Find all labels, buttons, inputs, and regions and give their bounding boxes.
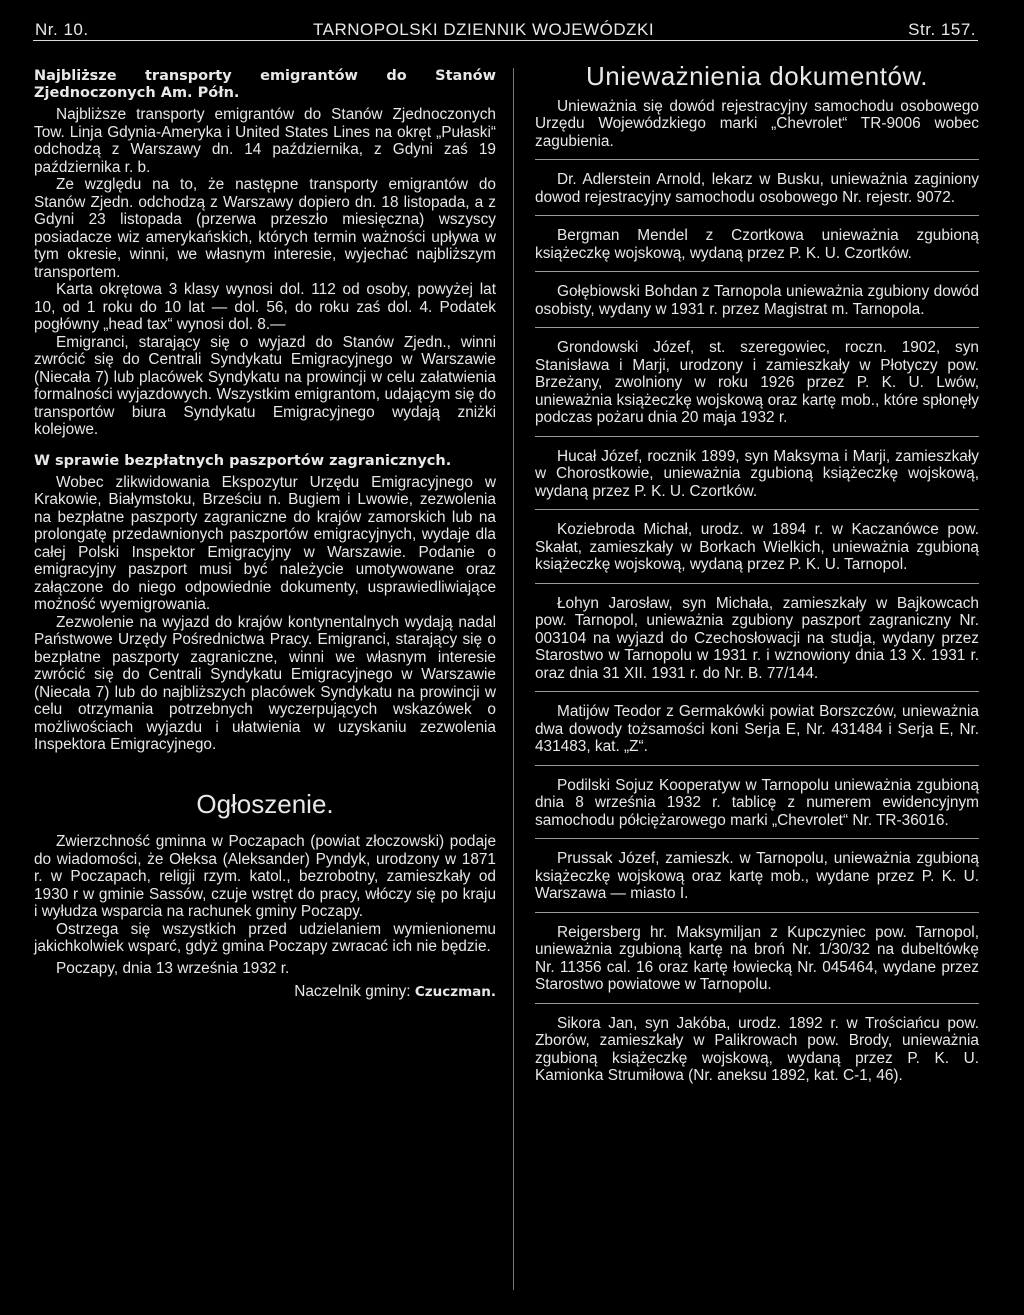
entry-separator <box>535 912 979 913</box>
annulment-entry: Prussak Józef, zamieszk. w Tarnopolu, unieważnia zgubioną książeczkę wojskową oraz kartę mob., wydane przez P. K. U. Warszawa — miasto I. <box>535 850 979 902</box>
paragraph: Najbliższe transporty emigrantów do Stanów Zjednoczonych Tow. Linja Gdynia-Ameryka i United States Lines na okręt „Pułaski“ odchodzą z Warszawy dn. 14 października, z Gdyni zaś 19 października r. b. <box>34 106 496 176</box>
page-header <box>33 18 978 41</box>
annulment-entry: Gołębiowski Bohdan z Tarnopola unieważnia zgubiony dowód osobisty, wydany w 1931 r. przez Magistrat m. Tarnopola. <box>535 283 979 318</box>
paragraph: Zezwolenie na wyjazd do krajów kontynentalnych wydają nadal Państwowe Urzędy Pośrednictwa Pracy. Emigranci, starający się o bezpłatne paszporty zagraniczne, winni we własnym interesie zwrócić się do Centrali Syndykatu Emigracyjnego w Warszawie (Niecała 7) lub do najbliższych placówek Syndykatu na prowincji w celu otrzymania potrzebnych wyczerpujących wskazówek o możliwościach wyjazdu i ułatwienia w uzyskaniu zezwolenia Inspektora Emigracyjnego. <box>34 613 496 753</box>
paragraph: Emigranci, starający się o wyjazd do Stanów Zjedn., winni zwrócić się do Centrali Syndykatu Emigracyjnego w Warszawie (Niecała 7) lub placówek Syndykatu na prowincji w celu załatwienia formalności wyjazdowych. Wszystkim emigrantom, udającym się do transportów biura Syndykatu Emigracyjnego wydają zniżki kolejowe. <box>34 333 496 438</box>
right-column <box>535 61 979 1085</box>
entry-separator <box>535 271 979 272</box>
entry-separator <box>535 509 979 510</box>
announcement <box>34 788 496 1002</box>
signature-label: Naczelnik gminy: <box>294 983 411 1000</box>
paragraph: Zwierzchność gminna w Poczapach (powiat złoczowski) podaje do wiadomości, że Ołeksa (Aleksander) Pyndyk, urodzony w 1871 r. w Poczapach, religji rzym. katol., bezrobotny, zamieszkały od 1930 r w gminie Sassów, czuje wstręt do pracy, włóczy się po kraju i wyłudza wsparcia na rachunek gminy Poczapy. <box>34 833 496 920</box>
article-heading: Najbliższe transporty emigrantów do Stanów Zjednoczonych Am. Półn. <box>34 68 496 101</box>
article-heading: W sprawie bezpłatnych paszportów zagranicznych. <box>34 452 452 469</box>
annulment-entry: Grondowski Józef, st. szeregowiec, roczn. 1902, syn Stanisława i Marji, urodzony i zamieszkały w Płotyczy pow. Brzeżany, zwolniony w roku 1926 przez P. K. U. Lwów, unieważnia książeczkę wojskową oraz kartę mob., które spłonęły podczas pożaru dnia 20 maja 1932 r. <box>535 339 979 426</box>
entry-separator <box>535 159 979 160</box>
announcement-signature <box>34 983 496 1002</box>
entry-separator <box>535 838 979 839</box>
annulment-entry: Sikora Jan, syn Jakóba, urodz. 1892 r. w Trościańcu pow. Zborów, zamieszkały w Palikrowach pow. Brody, unieważnia zgubioną książeczkę wojskową, wydaną przez P. K. U. Kamionka Strumiłowa (Nr. aneksu 1892, kat. C-1, 46). <box>535 1014 979 1084</box>
annulment-entry: Koziebroda Michał, urodz. w 1894 r. w Kaczanówce pow. Skałat, zamieszkały w Borkach Wielkich, unieważnia zgubioną książeczkę wojskową, wydaną przez P. K. U. Tarnopol. <box>535 521 979 573</box>
annulment-entry: Bergman Mendel z Czortkowa unieważnia zgubioną książeczkę wojskową, wydaną przez P. K. U. Czortków. <box>535 227 979 262</box>
paragraph: Wobec zlikwidowania Ekspozytur Urzędu Emigracyjnego w Krakowie, Białymstoku, Brześciu n. Bugiem i Lwowie, zezwolenia na bezpłatne paszporty zagraniczne do krajów zamorskich lub na prolongatę przedawnionych paszportów emigracyjnych, wydaje dla całej Polski Inspektor Emigracyjny w Warszawie. Podanie o emigracyjny paszport musi być należycie umotywowane oraz załączone do niego odpowiednie dokumenty, usprawiedliwiające możność wyemigrowania. <box>34 473 496 613</box>
newspaper-title: TARNOPOLSKI DZIENNIK WOJEWÓDZKI <box>313 20 655 39</box>
left-column <box>34 68 496 1002</box>
annulment-entry: Unieważnia się dowód rejestracyjny samochodu osobowego Urzędu Wojewódzkiego marki „Chevrolet“ TR-9006 wobec zagubienia. <box>535 97 979 150</box>
annulment-entry: Hucał Józef, rocznik 1899, syn Maksyma i Marji, zamieszkały w Chorostkowie, unieważnia zgubioną książeczkę wojskową, wydaną przez P. K. U. Czortków. <box>535 447 979 500</box>
annulment-entry: Podilski Sojuz Kooperatyw w Tarnopolu unieważnia zgubioną dnia 8 września 1932 r. tablicę z numerem ewidencyjnym samochodu półciężarowego marki „Chevrolet“ Nr. TR-36016. <box>535 776 979 829</box>
annulment-entry: Dr. Adlerstein Arnold, lekarz w Busku, unieważnia zaginiony dowod rejestracyjny samochodu osobowego Nr. rejestr. 9072. <box>535 171 979 206</box>
paragraph: Ze względu na to, że następne transporty emigrantów do Stanów Zjedn. odchodzą z Warszawy dopiero dn. 18 listopada, a z Gdyni 23 listopada (przerwa przeszło miesięczna) wszyscy posiadacze wiz amerykańskich, których termin ważności upływa w tym okresie, winni, we własnym interesie, wyjechać najbliższym transportem. <box>34 176 496 281</box>
paragraph: Karta okrętowa 3 klasy wynosi dol. 112 od osoby, powyżej lat 10, od 1 roku do 10 lat — dol. 56, do roku zaś dol. 4. Podatek pogłówny „head tax“ wynosi dol. 8.— <box>34 281 496 333</box>
article-free-passports <box>34 453 496 754</box>
paragraph: Ostrzega się wszystkich przed udzielaniem wymienionemu jakichkolwiek wsparć, gdyż gmina Poczapy zwracać ich nie będzie. <box>34 920 496 955</box>
annulment-entry: Łohyn Jarosław, syn Michała, zamieszkały w Bajkowcach pow. Tarnopol, unieważnia zgubiony paszport zagraniczny Nr. 003104 na wyjazd do Czechosłowacji na studja, wydany przez Starostwo w Tarnopolu w 1931 r. i wznowiony dnia 13 X. 1931 r. oraz dnia 31 XII. 1931 r. do Nr. B. 77/144. <box>535 594 979 682</box>
entry-separator <box>535 436 979 437</box>
announcement-heading: Ogłoszenie. <box>196 788 334 819</box>
entry-separator <box>535 215 979 216</box>
section-heading: Unieważnienia dokumentów. <box>585 61 929 91</box>
annulment-entry: Reigersberg hr. Maksymiljan z Kupczyniec pow. Tarnopol, unieważnia zgubioną kartę na broń Nr. 1/30/32 na dubeltówkę Nr. 11356 cal. 16 oraz kartę łowiecką Nr. 045464, wydane przez Starostwo powiatowe w Tarnopolu. <box>535 923 979 993</box>
issue-number: Nr. 10. <box>35 20 89 39</box>
column-divider <box>513 68 514 1290</box>
page-number: Str. 157. <box>908 20 976 39</box>
entry-separator <box>535 1003 979 1004</box>
entry-separator <box>535 583 979 584</box>
annulment-entry: Matijów Teodor z Germakówki powiat Borszczów, unieważnia dwa dowody tożsamości koni Serja E, Nr. 431484 i Serja E, Nr. 431483, kat. „Z“. <box>535 703 979 755</box>
spacer <box>34 439 496 453</box>
article-emigrant-transports <box>34 68 496 439</box>
entry-separator <box>535 691 979 692</box>
entry-separator <box>535 765 979 766</box>
announcement-date: Poczapy, dnia 13 września 1932 r. <box>56 959 290 977</box>
signature-name: Czuczman. <box>414 984 496 1000</box>
entry-separator <box>535 327 979 328</box>
